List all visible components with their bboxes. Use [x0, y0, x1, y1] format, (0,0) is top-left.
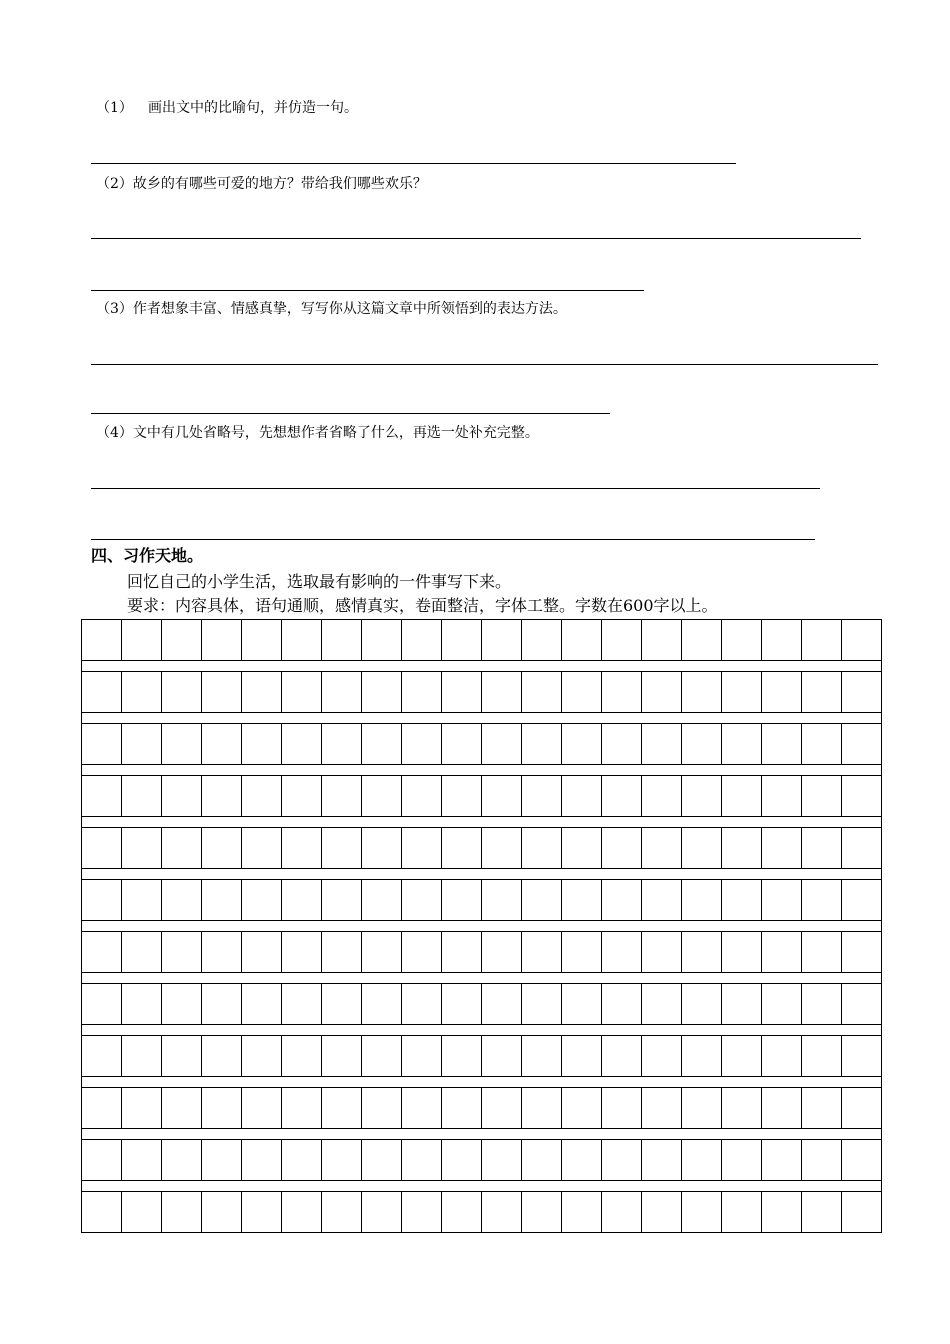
grid-row-separator	[82, 660, 881, 672]
writing-grid	[81, 619, 882, 1233]
grid-cell[interactable]	[802, 776, 842, 816]
question-2-text: （2）故乡的有哪些可爱的地方？带给我们哪些欢乐？	[96, 176, 427, 192]
grid-cell[interactable]	[282, 672, 322, 712]
grid-cell[interactable]	[642, 932, 682, 972]
grid-cell[interactable]	[162, 672, 202, 712]
grid-cell[interactable]	[322, 776, 362, 816]
grid-cell[interactable]	[162, 932, 202, 972]
grid-cell[interactable]	[762, 1088, 802, 1128]
grid-cell[interactable]	[82, 724, 122, 764]
question-3-text: （3）作者想象丰富、情感真挚，写写你从这篇文章中所领悟到的表达方法。	[96, 301, 567, 317]
grid-cell[interactable]	[402, 1088, 442, 1128]
grid-cell[interactable]	[682, 984, 722, 1024]
grid-cell[interactable]	[402, 672, 442, 712]
grid-cell[interactable]	[842, 776, 881, 816]
grid-cell[interactable]	[562, 724, 602, 764]
grid-cell[interactable]	[762, 672, 802, 712]
grid-cell[interactable]	[242, 984, 282, 1024]
grid-cell[interactable]	[842, 724, 881, 764]
grid-cell[interactable]	[362, 1140, 402, 1180]
grid-cell[interactable]	[82, 672, 122, 712]
grid-cell[interactable]	[442, 724, 482, 764]
grid-cell[interactable]	[642, 1036, 682, 1076]
grid-row	[82, 672, 881, 712]
grid-cell[interactable]	[202, 932, 242, 972]
grid-cell[interactable]	[642, 1140, 682, 1180]
grid-cell[interactable]	[202, 828, 242, 868]
grid-cell[interactable]	[642, 1088, 682, 1128]
grid-row-separator	[82, 712, 881, 724]
grid-cell[interactable]	[762, 984, 802, 1024]
answer-line-4a[interactable]	[91, 488, 820, 489]
grid-cell[interactable]	[522, 724, 562, 764]
grid-cell[interactable]	[202, 984, 242, 1024]
grid-cell[interactable]	[442, 1192, 482, 1232]
grid-cell[interactable]	[162, 984, 202, 1024]
grid-row	[82, 1036, 881, 1076]
grid-cell[interactable]	[362, 1192, 402, 1232]
grid-cell[interactable]	[82, 984, 122, 1024]
grid-cell[interactable]	[482, 724, 522, 764]
grid-cell[interactable]	[802, 880, 842, 920]
answer-line-3a[interactable]	[91, 364, 878, 365]
grid-cell[interactable]	[762, 620, 802, 660]
question-4-text: （4）文中有几处省略号，先想想作者省略了什么，再选一处补充完整。	[96, 425, 539, 441]
grid-cell[interactable]	[202, 880, 242, 920]
grid-cell[interactable]	[242, 828, 282, 868]
grid-cell[interactable]	[402, 1192, 442, 1232]
answer-line-4b[interactable]	[91, 539, 815, 540]
grid-cell[interactable]	[402, 724, 442, 764]
answer-line-2a[interactable]	[91, 238, 861, 239]
grid-cell[interactable]	[642, 1192, 682, 1232]
grid-cell[interactable]	[682, 1192, 722, 1232]
grid-cell[interactable]	[162, 724, 202, 764]
grid-cell[interactable]	[522, 828, 562, 868]
grid-cell[interactable]	[562, 620, 602, 660]
grid-row-separator	[82, 1076, 881, 1088]
grid-cell[interactable]	[402, 1140, 442, 1180]
grid-cell[interactable]	[482, 620, 522, 660]
question-2	[96, 175, 427, 193]
writing-requirement: 要求：内容具体，语句通顺，感情真实，卷面整洁，字体工整。字数在600字以上。	[127, 596, 718, 615]
grid-cell[interactable]	[522, 1036, 562, 1076]
grid-cell[interactable]	[362, 984, 402, 1024]
grid-cell[interactable]	[402, 880, 442, 920]
grid-cell[interactable]	[442, 672, 482, 712]
grid-cell[interactable]	[682, 932, 722, 972]
grid-cell[interactable]	[562, 1140, 602, 1180]
grid-cell[interactable]	[722, 1192, 762, 1232]
grid-cell[interactable]	[282, 1192, 322, 1232]
grid-cell[interactable]	[522, 1192, 562, 1232]
grid-cell[interactable]	[402, 828, 442, 868]
grid-cell[interactable]	[682, 880, 722, 920]
grid-cell[interactable]	[322, 620, 362, 660]
grid-cell[interactable]	[562, 880, 602, 920]
grid-cell[interactable]	[682, 776, 722, 816]
grid-cell[interactable]	[762, 1140, 802, 1180]
grid-cell[interactable]	[82, 1088, 122, 1128]
grid-cell[interactable]	[482, 932, 522, 972]
grid-cell[interactable]	[642, 984, 682, 1024]
grid-cell[interactable]	[722, 1088, 762, 1128]
grid-cell[interactable]	[562, 1088, 602, 1128]
grid-cell[interactable]	[602, 776, 642, 816]
grid-row	[82, 776, 881, 816]
grid-cell[interactable]	[482, 984, 522, 1024]
grid-cell[interactable]	[242, 880, 282, 920]
grid-cell[interactable]	[842, 1140, 881, 1180]
grid-cell[interactable]	[242, 1192, 282, 1232]
grid-cell[interactable]	[842, 828, 881, 868]
grid-cell[interactable]	[322, 1036, 362, 1076]
grid-cell[interactable]	[602, 1036, 642, 1076]
answer-line-1a[interactable]	[91, 163, 736, 164]
grid-cell[interactable]	[322, 880, 362, 920]
grid-cell[interactable]	[242, 1088, 282, 1128]
grid-cell[interactable]	[642, 776, 682, 816]
grid-cell[interactable]	[722, 672, 762, 712]
grid-cell[interactable]	[242, 620, 282, 660]
grid-cell[interactable]	[722, 1036, 762, 1076]
grid-cell[interactable]	[722, 1140, 762, 1180]
grid-cell[interactable]	[602, 724, 642, 764]
grid-cell[interactable]	[482, 1088, 522, 1128]
grid-cell[interactable]	[162, 1192, 202, 1232]
grid-cell[interactable]	[202, 724, 242, 764]
grid-cell[interactable]	[842, 672, 881, 712]
grid-cell[interactable]	[242, 672, 282, 712]
grid-cell[interactable]	[362, 672, 402, 712]
grid-cell[interactable]	[122, 1192, 162, 1232]
grid-cell[interactable]	[282, 880, 322, 920]
grid-cell[interactable]	[442, 1140, 482, 1180]
grid-cell[interactable]	[802, 620, 842, 660]
grid-cell[interactable]	[162, 828, 202, 868]
grid-cell[interactable]	[402, 1036, 442, 1076]
grid-cell[interactable]	[522, 620, 562, 660]
grid-row-separator	[82, 972, 881, 984]
grid-cell[interactable]	[722, 932, 762, 972]
grid-cell[interactable]	[522, 776, 562, 816]
grid-cell[interactable]	[322, 672, 362, 712]
grid-cell[interactable]	[122, 1140, 162, 1180]
grid-cell[interactable]	[322, 1088, 362, 1128]
grid-cell[interactable]	[202, 1088, 242, 1128]
grid-cell[interactable]	[562, 828, 602, 868]
grid-cell[interactable]	[762, 828, 802, 868]
grid-cell[interactable]	[642, 724, 682, 764]
grid-cell[interactable]	[322, 828, 362, 868]
grid-cell[interactable]	[642, 880, 682, 920]
grid-cell[interactable]	[242, 776, 282, 816]
grid-cell[interactable]	[802, 1088, 842, 1128]
grid-cell[interactable]	[682, 620, 722, 660]
grid-row	[82, 880, 881, 920]
grid-cell[interactable]	[282, 984, 322, 1024]
grid-cell[interactable]	[202, 776, 242, 816]
grid-cell[interactable]	[682, 828, 722, 868]
grid-cell[interactable]	[122, 932, 162, 972]
grid-cell[interactable]	[82, 776, 122, 816]
grid-cell[interactable]	[122, 1088, 162, 1128]
grid-cell[interactable]	[282, 932, 322, 972]
grid-cell[interactable]	[122, 724, 162, 764]
grid-cell[interactable]	[562, 672, 602, 712]
grid-cell[interactable]	[642, 620, 682, 660]
grid-cell[interactable]	[482, 1140, 522, 1180]
grid-cell[interactable]	[722, 828, 762, 868]
grid-cell[interactable]	[762, 880, 802, 920]
grid-cell[interactable]	[282, 1088, 322, 1128]
grid-cell[interactable]	[162, 1140, 202, 1180]
grid-row-separator	[82, 1180, 881, 1192]
grid-cell[interactable]	[442, 828, 482, 868]
grid-cell[interactable]	[602, 1192, 642, 1232]
grid-cell[interactable]	[122, 1036, 162, 1076]
grid-cell[interactable]	[522, 1088, 562, 1128]
grid-cell[interactable]	[642, 672, 682, 712]
grid-cell[interactable]	[162, 776, 202, 816]
answer-line-2b[interactable]	[91, 290, 644, 291]
grid-cell[interactable]	[602, 1088, 642, 1128]
grid-cell[interactable]	[322, 724, 362, 764]
grid-cell[interactable]	[602, 984, 642, 1024]
grid-row	[82, 1088, 881, 1128]
grid-cell[interactable]	[722, 984, 762, 1024]
grid-cell[interactable]	[522, 932, 562, 972]
grid-cell[interactable]	[482, 776, 522, 816]
grid-cell[interactable]	[522, 880, 562, 920]
grid-cell[interactable]	[562, 776, 602, 816]
grid-cell[interactable]	[362, 776, 402, 816]
grid-cell[interactable]	[522, 1140, 562, 1180]
grid-cell[interactable]	[802, 932, 842, 972]
grid-cell[interactable]	[562, 984, 602, 1024]
grid-row-separator	[82, 1128, 881, 1140]
grid-cell[interactable]	[122, 880, 162, 920]
grid-cell[interactable]	[122, 776, 162, 816]
grid-row-separator	[82, 816, 881, 828]
grid-cell[interactable]	[562, 1192, 602, 1232]
grid-cell[interactable]	[442, 984, 482, 1024]
grid-cell[interactable]	[602, 672, 642, 712]
grid-cell[interactable]	[122, 620, 162, 660]
grid-cell[interactable]	[482, 828, 522, 868]
grid-cell[interactable]	[82, 880, 122, 920]
grid-cell[interactable]	[522, 672, 562, 712]
grid-cell[interactable]	[82, 932, 122, 972]
grid-cell[interactable]	[682, 724, 722, 764]
grid-cell[interactable]	[122, 672, 162, 712]
grid-cell[interactable]	[562, 932, 602, 972]
grid-cell[interactable]	[322, 1140, 362, 1180]
grid-cell[interactable]	[322, 1192, 362, 1232]
question-3	[96, 300, 567, 318]
grid-cell[interactable]	[242, 1036, 282, 1076]
grid-cell[interactable]	[162, 1088, 202, 1128]
grid-cell[interactable]	[122, 828, 162, 868]
grid-cell[interactable]	[722, 724, 762, 764]
grid-cell[interactable]	[402, 984, 442, 1024]
grid-cell[interactable]	[802, 984, 842, 1024]
grid-cell[interactable]	[802, 828, 842, 868]
grid-cell[interactable]	[842, 1192, 881, 1232]
grid-cell[interactable]	[442, 620, 482, 660]
grid-cell[interactable]	[442, 1088, 482, 1128]
grid-cell[interactable]	[802, 1140, 842, 1180]
grid-cell[interactable]	[362, 932, 402, 972]
grid-cell[interactable]	[402, 776, 442, 816]
grid-cell[interactable]	[762, 1192, 802, 1232]
grid-cell[interactable]	[482, 672, 522, 712]
grid-cell[interactable]	[842, 620, 881, 660]
grid-cell[interactable]	[842, 1036, 881, 1076]
grid-row	[82, 932, 881, 972]
grid-cell[interactable]	[842, 932, 881, 972]
grid-cell[interactable]	[202, 1140, 242, 1180]
question-1-number: （1）	[96, 100, 133, 116]
grid-cell[interactable]	[242, 1140, 282, 1180]
grid-cell[interactable]	[282, 1140, 322, 1180]
grid-cell[interactable]	[442, 1036, 482, 1076]
grid-cell[interactable]	[722, 620, 762, 660]
grid-cell[interactable]	[762, 724, 802, 764]
grid-cell[interactable]	[362, 1088, 402, 1128]
grid-cell[interactable]	[82, 620, 122, 660]
grid-cell[interactable]	[842, 880, 881, 920]
grid-cell[interactable]	[202, 1036, 242, 1076]
grid-cell[interactable]	[682, 1036, 722, 1076]
grid-cell[interactable]	[762, 1036, 802, 1076]
grid-cell[interactable]	[282, 1036, 322, 1076]
grid-cell[interactable]	[802, 1192, 842, 1232]
grid-cell[interactable]	[282, 828, 322, 868]
grid-cell[interactable]	[602, 828, 642, 868]
grid-cell[interactable]	[282, 620, 322, 660]
grid-cell[interactable]	[722, 776, 762, 816]
grid-cell[interactable]	[562, 1036, 602, 1076]
question-4	[96, 424, 539, 442]
grid-cell[interactable]	[682, 1088, 722, 1128]
grid-cell[interactable]	[682, 672, 722, 712]
grid-cell[interactable]	[322, 932, 362, 972]
grid-cell[interactable]	[362, 724, 402, 764]
grid-cell[interactable]	[602, 1140, 642, 1180]
grid-cell[interactable]	[202, 620, 242, 660]
grid-row-separator	[82, 764, 881, 776]
grid-row	[82, 724, 881, 764]
answer-line-3b[interactable]	[91, 413, 610, 414]
grid-cell[interactable]	[282, 724, 322, 764]
grid-cell[interactable]	[202, 672, 242, 712]
grid-cell[interactable]	[362, 880, 402, 920]
grid-row-separator	[82, 868, 881, 880]
grid-cell[interactable]	[842, 984, 881, 1024]
question-1-text: 画出文中的比喻句，并仿造一句。	[148, 100, 358, 116]
grid-cell[interactable]	[242, 932, 282, 972]
grid-cell[interactable]	[162, 1036, 202, 1076]
grid-cell[interactable]	[762, 932, 802, 972]
grid-cell[interactable]	[762, 776, 802, 816]
grid-cell[interactable]	[82, 1192, 122, 1232]
question-1	[96, 99, 358, 117]
grid-cell[interactable]	[442, 932, 482, 972]
grid-cell[interactable]	[602, 880, 642, 920]
grid-cell[interactable]	[362, 828, 402, 868]
grid-cell[interactable]	[802, 1036, 842, 1076]
grid-cell[interactable]	[122, 984, 162, 1024]
grid-row	[82, 620, 881, 660]
grid-cell[interactable]	[722, 880, 762, 920]
section-4-heading: 四、习作天地。	[91, 546, 204, 565]
grid-cell[interactable]	[642, 828, 682, 868]
grid-cell[interactable]	[362, 1036, 402, 1076]
grid-cell[interactable]	[442, 880, 482, 920]
grid-cell[interactable]	[602, 620, 642, 660]
grid-row-separator	[82, 920, 881, 932]
grid-cell[interactable]	[802, 672, 842, 712]
grid-cell[interactable]	[402, 932, 442, 972]
grid-cell[interactable]	[82, 1140, 122, 1180]
grid-row	[82, 1140, 881, 1180]
grid-cell[interactable]	[442, 776, 482, 816]
grid-cell[interactable]	[802, 724, 842, 764]
grid-cell[interactable]	[602, 932, 642, 972]
grid-cell[interactable]	[202, 1192, 242, 1232]
grid-cell[interactable]	[482, 1192, 522, 1232]
grid-cell[interactable]	[282, 776, 322, 816]
grid-row-separator	[82, 1024, 881, 1036]
grid-cell[interactable]	[242, 724, 282, 764]
grid-cell[interactable]	[322, 984, 362, 1024]
grid-cell[interactable]	[82, 828, 122, 868]
grid-cell[interactable]	[162, 880, 202, 920]
grid-cell[interactable]	[682, 1140, 722, 1180]
grid-row	[82, 828, 881, 868]
grid-cell[interactable]	[842, 1088, 881, 1128]
grid-cell[interactable]	[362, 620, 402, 660]
grid-cell[interactable]	[162, 620, 202, 660]
grid-cell[interactable]	[82, 1036, 122, 1076]
grid-cell[interactable]	[482, 880, 522, 920]
grid-cell[interactable]	[482, 1036, 522, 1076]
grid-row	[82, 1192, 881, 1232]
grid-cell[interactable]	[402, 620, 442, 660]
grid-row	[82, 984, 881, 1024]
writing-prompt: 回忆自己的小学生活，选取最有影响的一件事写下来。	[127, 572, 512, 591]
grid-cell[interactable]	[522, 984, 562, 1024]
